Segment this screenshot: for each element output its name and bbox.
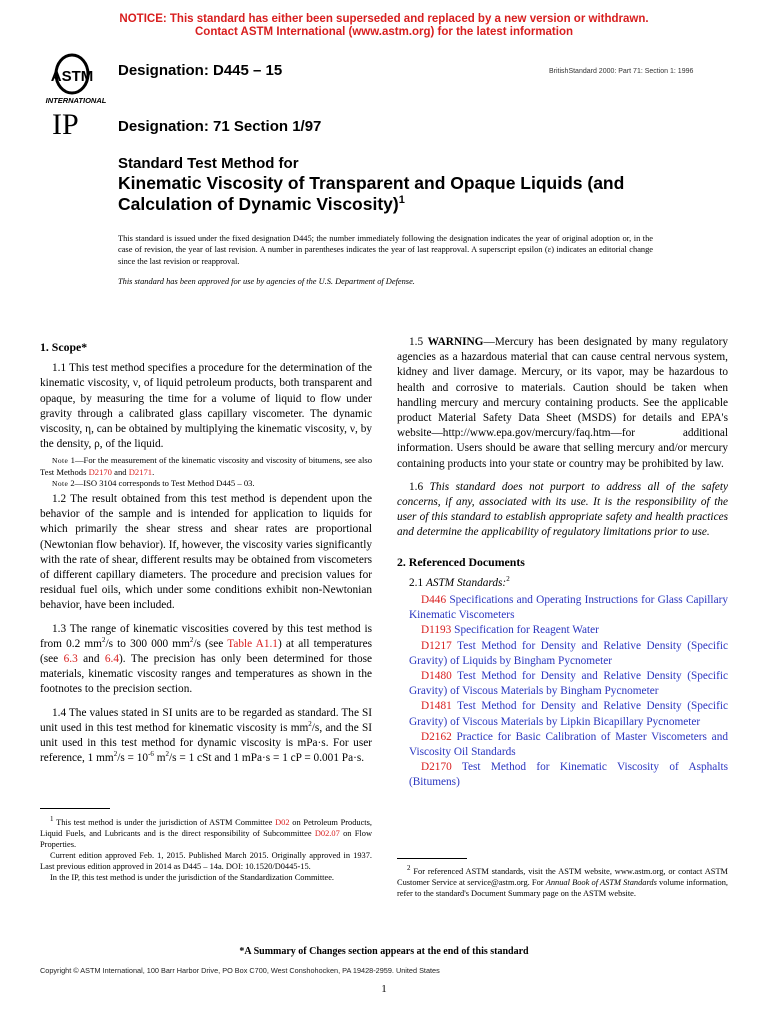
reference-title[interactable]: Test Method for Density and Relative Density (Specific Gravity) of Viscous Materials by Bingham Pycnometer (409, 670, 728, 698)
reference-item[interactable] (397, 593, 728, 623)
footnote-1-ip: In the IP, this test method is under the jurisdiction of the Standardization Committee. (50, 873, 335, 882)
footnote-1-edition: Current edition approved Feb. 1, 2015. Published March 2015. Originally approved in 1937. Last previous edition approved in 2014 as D445 – 14a. DOI: 10.1520/D0445-15. (40, 851, 372, 871)
note-2-label: Note (52, 478, 69, 488)
note-2: Note 2—ISO 3104 corresponds to Test Method D445 – 03. (52, 477, 255, 488)
reference-list (397, 593, 728, 791)
document-title (118, 173, 638, 215)
designation-ip: Designation: 71 Section 1/97 (118, 118, 322, 135)
reference-code[interactable]: D1193 (421, 624, 452, 637)
reference-code[interactable]: D1217 (421, 639, 452, 652)
reference-code[interactable]: D2170 (421, 761, 452, 774)
reference-title[interactable]: Test Method for Density and Relative Density (Specific Gravity) of Liquids by Bingham Pycnometer (409, 639, 728, 667)
paragraph-1-1: 1.1 This test method specifies a procedure for the determination of the kinematic viscosity, ν, of liquid petroleum products, both transparent and opaque, by measuring the time for a volume of liquid to flow under gravity through a calibrated glass capillary viscometer. The dynamic viscosity, η, can be obtained by multiplying the kinematic viscosity, ν, by the density, ρ, of the liquid. (40, 362, 372, 451)
astm-logo-text: ASTM (50, 68, 94, 85)
reference-item[interactable] (397, 623, 728, 638)
reference-item[interactable] (397, 639, 728, 669)
paragraph-1-5: 1.5 WARNING—Mercury has been designated by many regulatory agencies as a hazardous material that can cause central nervous system, kidney and liver damage. Mercury, or its vapor, may be hazardous to health and corrosive to materials. Caution should be taken when handling mercury and mercury containing products. See the applicable product Material Safety Data Sheet (MSDS) for details and EPA's website—http://www.epa.gov/mercury/faq.htm—for additional information. Users should be aware that selling mercury and/or mercury containing products into your state or country may be prohibited by law. (397, 336, 728, 470)
footnote-1 (40, 817, 372, 883)
warning-label: WARNING (427, 336, 484, 348)
reference-title[interactable]: Specification for Reagent Water (451, 624, 599, 637)
astm-logo-icon (42, 52, 110, 106)
ip-logo-icon (50, 108, 98, 140)
note-1: Note 1—For the measurement of the kinematic viscosity and viscosity of bitumens, see also Test Methods D2170 and D2171. (40, 455, 372, 477)
scope-heading: 1. Scope* (40, 340, 88, 354)
astm-logo-subtext: INTERNATIONAL (45, 96, 107, 105)
footnote-rule-right (397, 858, 467, 859)
ip-logo-text: IP (52, 108, 79, 140)
reference-item[interactable] (397, 699, 728, 729)
reference-code[interactable]: D1481 (421, 700, 452, 713)
paragraph-1-6: 1.6 This standard does not purport to address all of the safety concerns, if any, associated with its use. It is the responsibility of the user of this standard to establish appropriate safety and health practices and determine the applicability of regulatory limitations prior to use. (397, 480, 728, 539)
link-committee-d02[interactable]: D02 (275, 818, 290, 827)
reference-item[interactable] (397, 760, 728, 790)
paragraph-1-3: 1.3 The range of kinematic viscosities covered by this test method is from 0.2 $mm^2/s$ to 300 000 $mm^2/s$ (see Table A1.1) at all temperatures (see 6.3 and 6.4). The precision has only been determined for those materials, kinematic viscosity ranges and temperatures as shown in the footnotes to the precision section. (40, 622, 373, 696)
reference-code[interactable]: D1480 (421, 670, 452, 683)
withdrawal-notice-line2: Contact ASTM International (www.astm.org) for the latest information (194, 26, 574, 38)
reference-title[interactable]: Practice for Basic Calibration of Master Viscometers and Viscosity Oil Standards (409, 730, 728, 759)
paragraph-1-4: 1.4 The values stated in SI units are to be regarded as standard. The SI unit used in this test method for kinematic viscosity is $mm^2/s$, and the SI unit used in this test method for dynamic viscosity is mPa·s. For user reference, 1 $mm^2/s = 10^{-6}$ $m^2/s = 1$ cSt and 1 mPa·s = 1 cP = 0.001 Pa·s. (40, 706, 372, 765)
link-section-6-3[interactable]: 6.3 (63, 653, 78, 666)
paragraph-1-2: 1.2 The result obtained from this test method is dependent upon the behavior of the sample and is intended for application to liquids for which primarily the shear stress and shear rates are proportional (Newtonian flow behavior). If, however, the viscosity varies significantly with the rate of shear, different results may be obtained from viscometers of different capillary diameters. The procedure and precision values for residual fuel oils, which under some conditions exhibit non-Newtonian behavior, have been included. (40, 493, 372, 612)
right-column (397, 335, 728, 791)
footnote-rule-left (40, 808, 110, 809)
designation-astm: Designation: D445 – 15 (118, 62, 283, 79)
reference-item[interactable] (397, 669, 728, 699)
note-1-label: Note (52, 456, 69, 466)
astm-standards-subheading: 2.1 ASTM Standards:$^2$ (409, 575, 510, 589)
reference-title[interactable]: Test Method for Density and Relative Density (Specific Gravity) of Viscous Materials by Lipkin Bicapillary Pycnometer (409, 700, 728, 728)
issuance-statement: This standard is issued under the fixed designation D445; the number immediately following the designation indicates the year of original adoption or, in the case of revision, the year of last revision. A number in parentheses indicates the year of last reapproval. A superscript epsilon (ε) indicates an editorial change since the last revision or reapproval. (118, 234, 653, 266)
british-standard-reference: BritishStandard 2000: Part 71: Section 1: 1996 (549, 68, 694, 75)
link-section-6-4[interactable]: 6.4 (104, 653, 120, 666)
reference-code[interactable]: D446 (421, 594, 447, 607)
link-d2170[interactable]: D2170 (88, 466, 112, 477)
footnote-2: $^2$ For referenced ASTM standards, visit the ASTM website, www.astm.org, or contact ASTM Customer Service at service@astm.org. For Annual Book of ASTM Standards volume information, refer to the standard's Document Summary page on the ASTM website. (397, 864, 729, 898)
page-number: 1 (381, 983, 387, 995)
title-footnote-ref: 1 (398, 194, 405, 207)
withdrawal-notice-line1: NOTICE: This standard has either been superseded and replaced by a new version or withdrawn. (119, 13, 649, 25)
link-subcommittee-d02-07[interactable]: D02.07 (314, 829, 340, 838)
link-table-a1-1[interactable]: Table A1.1 (227, 637, 278, 650)
left-column (40, 340, 372, 766)
link-d2171[interactable]: D2171 (128, 466, 153, 477)
reference-code[interactable]: D2162 (421, 730, 452, 743)
footnote-1-jurisdiction: $^1$ This test method is under the jurisdiction of ASTM Committee D02 on Petroleum Products, Liquid Fuels, and Lubricants and is the direct responsibility of Subcommittee D02.07 on Flow Properties. (40, 815, 372, 849)
reference-item[interactable] (397, 730, 728, 760)
defense-approval-statement: This standard has been approved for use by agencies of the U.S. Department of Defense. (118, 277, 415, 286)
title-prefix: Standard Test Method for (118, 155, 299, 172)
referenced-documents-heading: 2. Referenced Documents (397, 554, 525, 569)
copyright-line: Copyright © ASTM International, 100 Barr Harbor Drive, PO Box C700, West Conshohocken, PA 19428-2959. United States (40, 966, 440, 975)
summary-of-changes-note: *A Summary of Changes section appears at the end of this standard (239, 946, 529, 957)
document-title-text: Kinematic Viscosity of Transparent and Opaque Liquids (and Calculation of Dynamic Viscosity) (118, 173, 625, 214)
reference-title[interactable]: Specifications and Operating Instructions for Glass Capillary Kinematic Viscometers (409, 594, 728, 622)
reference-title[interactable]: Test Method for Kinematic Viscosity of Asphalts (Bitumens) (409, 761, 728, 789)
